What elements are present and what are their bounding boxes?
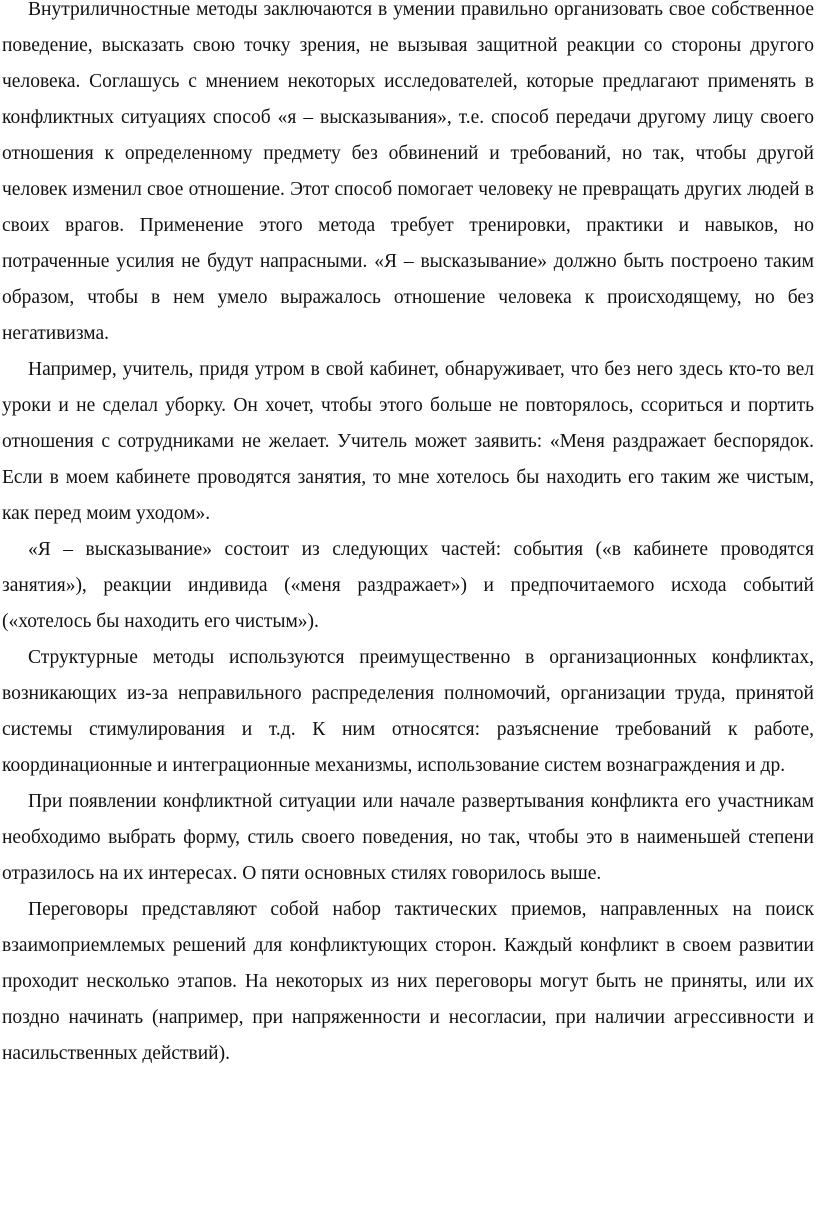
paragraph-structural-methods: Структурные методы используются преимущественно в организационных конфликтах, возникающих из-за неправильного распределения полномочий, организации труда, принятой системы стимулирования и т.д. К ним относятся: разъяснение требований к работе, координационные и интеграционные механизмы, использование систем вознаграждения и др. <box>2 647 814 776</box>
paragraph-i-statement-parts: «Я – высказывание» состоит из следующих частей: события («в кабинете проводятся занятия»), реакции индивида («меня раздражает») и предпочитаемого исхода событий («хотелось бы находить его чистым»). <box>2 539 814 632</box>
paragraph-conflict-behavior-style: При появлении конфликтной ситуации или начале развертывания конфликта его участникам необходимо выбрать форму, стиль своего поведения, но так, чтобы это в наименьшей степени отразилось на их интересах. О пяти основных стилях говорилось выше. <box>2 791 814 884</box>
paragraph-intrapersonal-methods: Внутриличностные методы заключаются в умении правильно организовать свое собственное поведение, высказать свою точку зрения, не вызывая защитной реакции со стороны другого человека. Соглашусь с мнением некоторых исследователей, которые предлагают применять в конфликтных ситуациях способ «я – высказывания», т.е. способ передачи другому лицу своего отношения к определенному предмету без обвинений и требований, но так, чтобы другой человек изменил свое отношение. Этот способ помогает человеку не превращать других людей в своих врагов. Применение этого метода требует тренировки, практики и навыков, но потраченные усилия не будут напрасными. «Я – высказывание» должно быть построено таким образом, чтобы в нем умело выражалось отношение человека к происходящему, но без негативизма. <box>2 0 814 344</box>
paragraph-negotiations: Переговоры представляют собой набор тактических приемов, направленных на поиск взаимоприемлемых решений для конфликтующих сторон. Каждый конфликт в своем развитии проходит несколько этапов. На некоторых из них переговоры могут быть не приняты, или их поздно начинать (например, при напряженности и несогласии, при наличии агрессивности и насильственных действий). <box>2 899 814 1064</box>
paragraph-teacher-example: Например, учитель, придя утром в свой кабинет, обнаруживает, что без него здесь кто-то вел уроки и не сделал уборку. Он хочет, чтобы этого больше не повторялось, ссориться и портить отношения с сотрудниками не желает. Учитель может заявить: «Меня раздражает беспорядок. Если в моем кабинете проводятся занятия, то мне хотелось бы находить его таким же чистым, как перед моим уходом». <box>2 359 814 524</box>
